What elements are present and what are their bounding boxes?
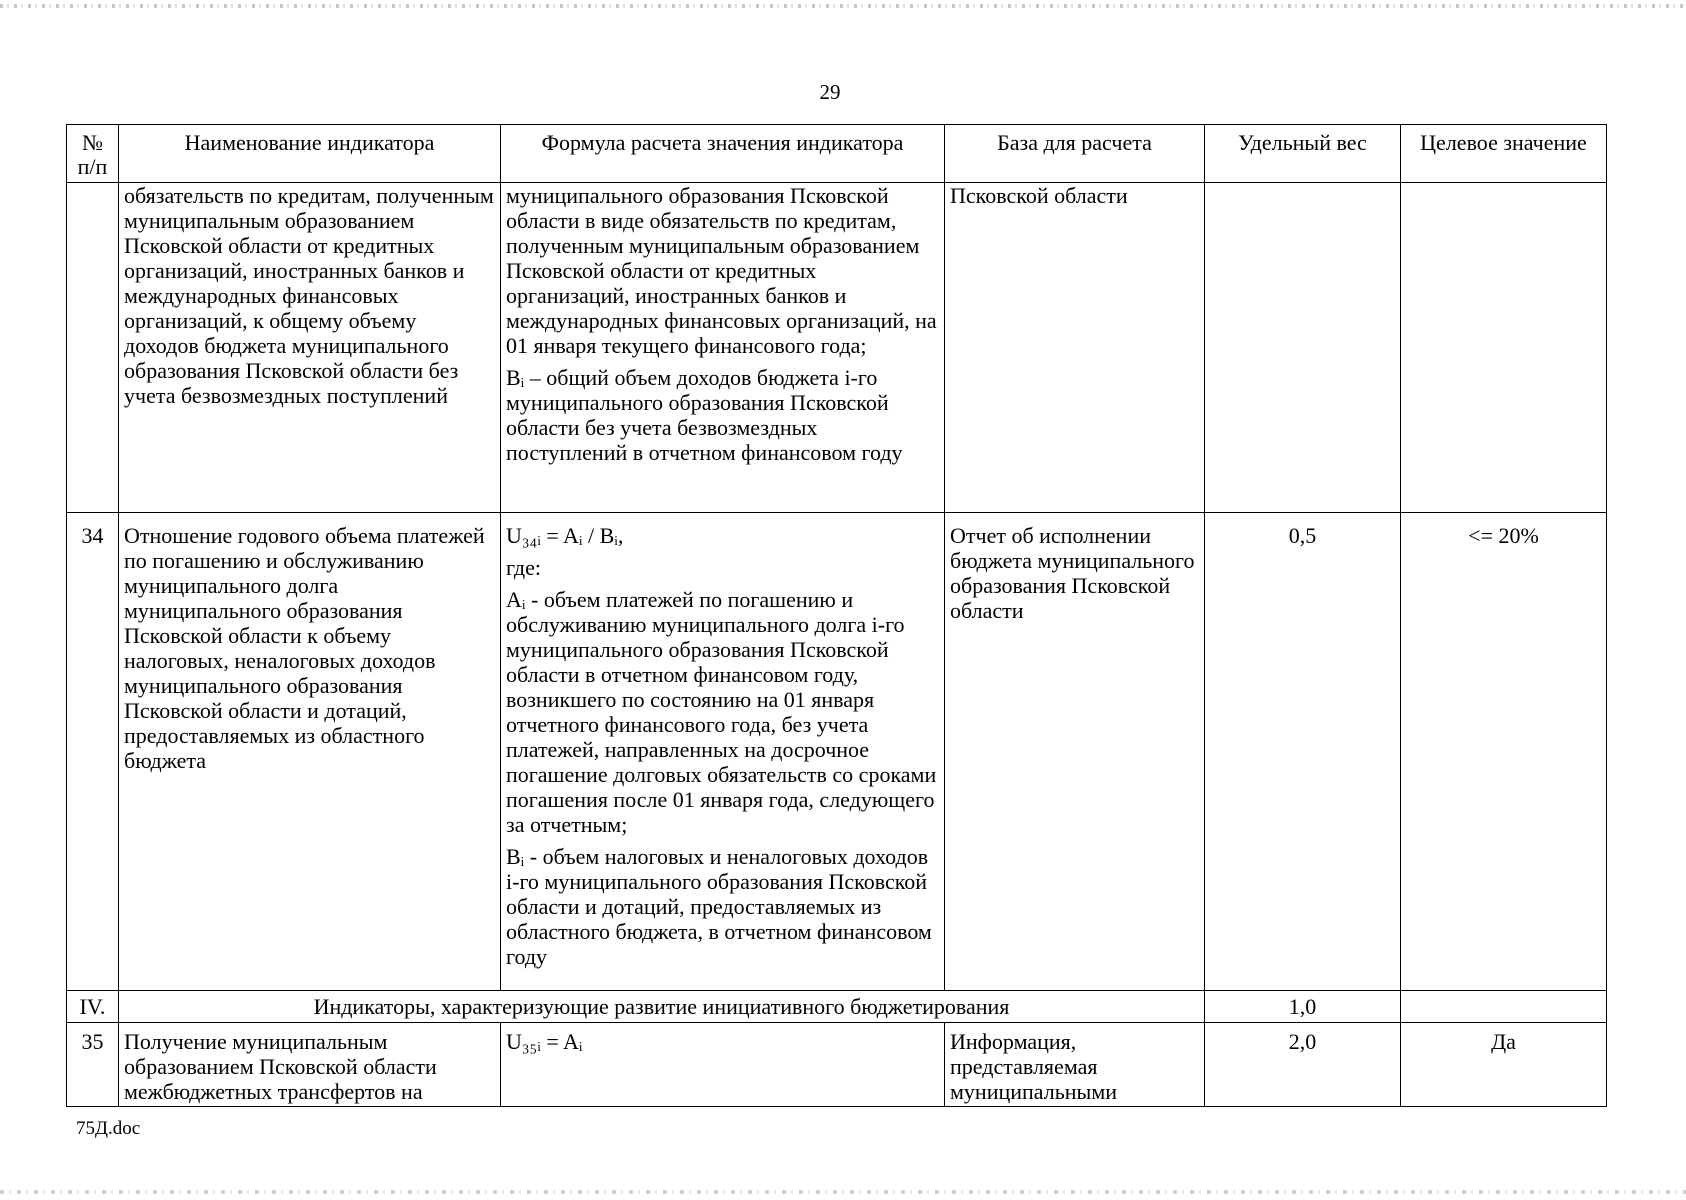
formula-paragraph: Aᵢ - объем платежей по погашению и обслуживанию муниципального долга i-го муниципального образования Псковской области в отчетном финансовом году, возникшего по состоянию на 01 января отчетного финансового года, без учета платежей, направленных на досрочное погашение долговых обязательств со сроками погашения после 01 января года, следующего за отчетным; xyxy=(506,587,937,837)
cell-base: Информация, представляемая муниципальными xyxy=(945,1023,1205,1107)
cell-indicator-name: Отношение годового объема платежей по погашению и обслуживанию муниципального долга муниципального образования Псковской области к объему налоговых, неналоговых доходов муниципального образования Псковской области и дотаций, предоставляемых из областного бюджета xyxy=(119,513,501,991)
formula-equation: U₃₄ᵢ = Aᵢ / Bᵢ, xyxy=(506,523,624,548)
cell-indicator-name: Получение муниципальным образованием Псковской области межбюджетных трансфертов на xyxy=(119,1023,501,1107)
cell-weight: 0,5 xyxy=(1205,513,1401,991)
formula-equation: U₃₅ᵢ = Aᵢ xyxy=(506,1029,583,1054)
cell-num xyxy=(67,183,119,513)
table-header-row xyxy=(67,125,1607,183)
formula-paragraph: муниципального образования Псковской области в виде обязательств по кредитам, полученным муниципальным образованием Псковской области от кредитных организаций, иностранных банков и международных финансовых организаций, на 01 января текущего финансового года; xyxy=(506,183,937,358)
header-target: Целевое значение xyxy=(1401,125,1607,183)
cell-num: IV. xyxy=(67,991,119,1023)
footer-filename: 75Д.doc xyxy=(76,1118,141,1139)
cell-formula xyxy=(501,1023,945,1107)
table-row-section-iv xyxy=(67,991,1607,1023)
indicators-table xyxy=(66,124,1607,1107)
cell-formula xyxy=(501,513,945,991)
cell-weight: 2,0 xyxy=(1205,1023,1401,1107)
cell-target: <= 20% xyxy=(1401,513,1607,991)
formula-paragraph: где: xyxy=(506,555,541,580)
cell-weight: 1,0 xyxy=(1205,991,1401,1023)
section-title: Индикаторы, характеризующие развитие инициативного бюджетирования xyxy=(119,991,1205,1023)
cell-indicator-name: обязательств по кредитам, полученным муниципальным образованием Псковской области от кредитных организаций, иностранных банков и международных финансовых организаций, к общему объему доходов бюджета муниципального образования Псковской области без учета безвозмездных поступлений xyxy=(119,183,501,513)
table-row-continuation xyxy=(67,183,1607,513)
cell-target xyxy=(1401,991,1607,1023)
header-weight: Удельный вес xyxy=(1205,125,1401,183)
cell-num: 34 xyxy=(67,513,119,991)
scan-edge-top xyxy=(0,4,1686,8)
cell-num: 35 xyxy=(67,1023,119,1107)
cell-formula xyxy=(501,183,945,513)
header-num: № п/п xyxy=(67,125,119,183)
formula-paragraph: Bᵢ – общий объем доходов бюджета i-го муниципального образования Псковской области без учета безвозмездных поступлений в отчетном финансовом году xyxy=(506,365,903,465)
header-base: База для расчета xyxy=(945,125,1205,183)
header-formula: Формула расчета значения индикатора xyxy=(501,125,945,183)
cell-base: Псковской области xyxy=(945,183,1205,513)
cell-weight xyxy=(1205,183,1401,513)
header-name: Наименование индикатора xyxy=(119,125,501,183)
table-row-35 xyxy=(67,1023,1607,1107)
cell-target: Да xyxy=(1401,1023,1607,1107)
formula-paragraph: Bᵢ - объем налоговых и неналоговых доходов i-го муниципального образования Псковской области и дотаций, предоставляемых из областного бюджета, в отчетном финансовом году xyxy=(506,844,932,969)
scan-edge-bottom xyxy=(0,1190,1686,1194)
table-row-34 xyxy=(67,513,1607,991)
cell-target xyxy=(1401,183,1607,513)
cell-base: Отчет об исполнении бюджета муниципального образования Псковской области xyxy=(945,513,1205,991)
page-number: 29 xyxy=(819,80,841,104)
